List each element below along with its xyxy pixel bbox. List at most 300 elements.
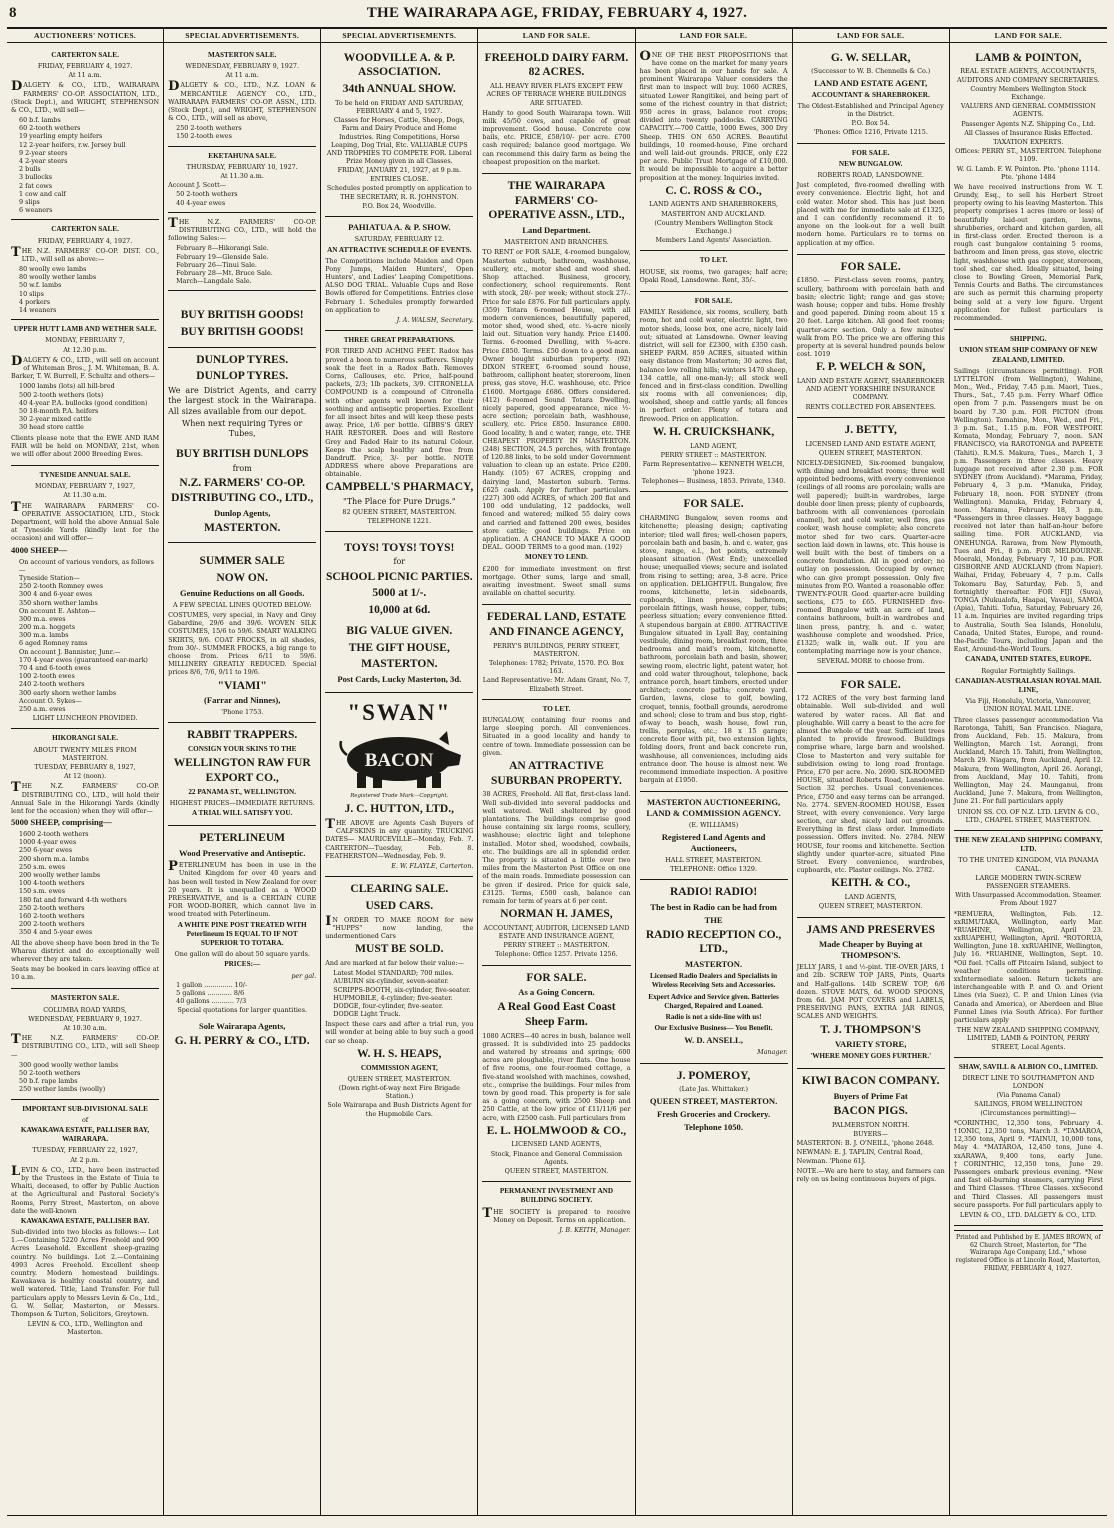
stock-list xyxy=(11,265,159,314)
list-item: 200 shorn m.a. lambs xyxy=(19,854,89,863)
list-item: Latest Model STANDARD; 700 miles. xyxy=(333,969,454,978)
list-item: 60 2-tooth wethers xyxy=(19,124,81,133)
company-role: LICENSED LAND AND ESTATE AGENT, xyxy=(805,439,936,448)
ad-carterton-sale xyxy=(11,46,159,221)
list-item: 80 woolly ewe lambs xyxy=(19,265,87,274)
company-name: CAMPBELL'S PHARMACY, xyxy=(325,481,474,494)
list-item: 6 weaners xyxy=(19,206,53,215)
ad-building-society xyxy=(482,1182,630,1240)
list-item: 9 2-year steers xyxy=(19,148,68,157)
ad-body: The Competitions include Maiden and Open Pony Jumps, Maiden Hunters', Open Hunters', and Ladies' Leaping Competitions. ALSO DOG TRIAL. Valuable Cups and Rose Bowls offered for Competitions. Entries close February 1. Schedules promptly forwarded on application to xyxy=(325,256,474,314)
company-name: T. J. THOMPSON'S xyxy=(820,1023,921,1036)
ad-campbells-pharmacy xyxy=(325,331,473,532)
company-members: Members Land Agents' Association. xyxy=(655,236,772,245)
ad-tagline: Radio is not a side-line with us! xyxy=(665,1012,762,1021)
sheep-count: 5000 SHEEP, comprising— xyxy=(11,817,112,828)
list-item: 250 wether lambs (woolly) xyxy=(19,1085,106,1094)
company-town: MASTERTON. xyxy=(685,959,743,970)
list-item: 1 cow and calf xyxy=(19,189,66,198)
ad-intro: THE N.Z. FARMERS' CO-OP. DISTRIBUTING CO., LTD., will sell Sheep— xyxy=(11,1032,160,1059)
ad-connector: for xyxy=(393,557,406,567)
ad-welch xyxy=(797,255,945,418)
ad-heading: TYNESIDE ANNUAL SALE. xyxy=(39,471,131,480)
ad-intro: THE N.Z. FARMERS' CO-OP. DIST. CO., LTD., will sell as above:— xyxy=(11,244,160,263)
section-heading: SHIPPING. xyxy=(1010,335,1047,344)
ad-heading: PERMANENT INVESTMENT AND BUILDING SOCIETY. xyxy=(499,1187,614,1205)
ad-kawakawa-sale xyxy=(11,1100,159,1343)
ad-heading: THREE GREAT PREPARATIONS. xyxy=(343,336,455,345)
ad-heading: CANADA, UNITED STATES, EUROPE. xyxy=(965,655,1092,664)
company-role: COMMISSION AGENT, xyxy=(360,1063,438,1072)
ad-body: Schedules posted promptly on application to xyxy=(326,183,472,192)
ad-tagline: "The Place for Pure Drugs." xyxy=(343,497,456,507)
ad-heading: TO LET. xyxy=(699,256,728,265)
company-address: PALMERSTON NORTH. xyxy=(831,1120,910,1129)
ad-heading: DUNLOP TYRES. xyxy=(196,370,289,383)
sale-date: THURSDAY, FEBRUARY 10, 1927. xyxy=(186,162,298,171)
list-item: 2 bulls xyxy=(19,165,41,174)
ad-tagline: 'WHERE MONEY GOES FURTHER.' xyxy=(810,1052,932,1061)
company-name: C. C. ROSS & CO., xyxy=(665,184,762,197)
ad-masterton-sale xyxy=(168,46,316,147)
ad-heading: WOODVILLE A. & P. ASSOCIATION. xyxy=(343,51,455,79)
ad-pahiatua-show xyxy=(325,217,473,331)
list-item: 160 2-tooth wethers xyxy=(19,911,85,920)
sale-date: MONDAY, FEBRUARY 7, xyxy=(45,336,125,345)
company-role: VALUERS AND GENERAL COMMISSION AGENTS. xyxy=(960,102,1096,119)
company-name: FEDERAL LAND, ESTATE AND FINANCE AGENCY, xyxy=(486,611,627,638)
list-item: DODGE, four-cylinder, five-seater. xyxy=(333,1001,444,1010)
ad-body: One gallon will do about 50 square yards. xyxy=(174,950,310,959)
ad-pomeroy xyxy=(640,1064,788,1140)
ad-nz-shipping-company xyxy=(954,831,1103,1058)
ad-body: Special quotations for larger quantities. xyxy=(177,1006,308,1015)
ad-claim: A WHITE PINE POST TREATED WITH Peterlineum IS EQUAL TO IF NOT SUPERIOR TO TOTARA. xyxy=(177,920,307,947)
ad-heading: RABBIT TRAPPERS. xyxy=(187,729,298,742)
company-note: (Successor to W. B. Chennells & Co.) xyxy=(811,67,931,76)
list-item: 40 4-year ewes xyxy=(176,198,226,207)
column-header: SPECIAL ADVERTISEMENTS. xyxy=(321,29,477,43)
company-role: ACCOUNTANT & SHAREBROKER. xyxy=(811,90,930,99)
ad-signature: UNION SS. CO. OF N.Z. LTD. LEVIN & CO., LTD., CHAPEL STREET, MASTERTON. xyxy=(957,807,1100,824)
company-address: QUEEN STREET, MASTERTON. xyxy=(649,1095,778,1106)
company-phone: Telephones— Business, 1853. Private, 1340. xyxy=(641,477,786,486)
ad-subheading: of xyxy=(81,1115,89,1124)
list-item: Account O. Sykes— xyxy=(19,696,82,705)
company-name: RADIO RECEPTION CO., LTD., xyxy=(645,928,782,956)
stock-list xyxy=(11,558,159,714)
stock-list xyxy=(11,382,159,431)
company-phone: W. G. Lamb. F. W. Pointon. Pte. 'phone 1114. Pte. 'phone 1484 xyxy=(956,164,1100,181)
stock-list xyxy=(168,124,316,140)
list-item: 250 2-tooth wethers xyxy=(19,903,85,912)
company-name: F. P. WELCH & SON, xyxy=(816,361,926,374)
ad-note: All the above sheep have been bred in the Te Wharau district and do exceptionally well wherever they are taken. xyxy=(11,938,160,963)
ad-cruickshank xyxy=(640,292,788,493)
company-name: W. H. S. HEAPS, xyxy=(357,1047,442,1060)
ad-intro: DALGETY & CO., LTD., N.Z. LOAN & MERCANTILE AGENCY CO., LTD., WAIRARAPA FARMERS' CO-OP. ASSN., LTD. (Stock Dept.), and WRIGHT, STEPHENSON & CO., LTD., will sell as above, xyxy=(168,79,317,123)
ad-body: BUNGALOW, containing four rooms and large sleeping porch. All conveniences. Situated in a good locality and handy to centre of town. Immediate possession can be given. xyxy=(482,716,631,757)
company-role: Registered Land Agents and Auctioneers, xyxy=(661,831,766,853)
ad-heading: BUY BRITISH GOODS! xyxy=(180,309,304,322)
ad-signature: LEVIN & CO., LTD. DALGETY & CO., LTD. xyxy=(959,1210,1097,1219)
list-item: 250 s.m. ewes xyxy=(19,862,65,871)
ad-heading: UPPER HUTT LAMB AND WETHER SALE. xyxy=(13,325,157,334)
ad-heading: FOR SALE. xyxy=(840,260,901,273)
ad-keith xyxy=(797,673,945,918)
company-rep: Land Representative: Mr. Adam Grant, No. 7, Elizabeth Street. xyxy=(482,676,631,693)
company-note: Country Members Wellington Stock Exchange. xyxy=(970,84,1087,101)
company-phone: Telephones: 1782; Private, 1570. P.O. Box 163. xyxy=(488,659,624,676)
list-item: 200 m.a. hoggets xyxy=(19,623,75,632)
ad-bungalows xyxy=(640,492,788,792)
price-heading: PRICES:— xyxy=(224,960,261,969)
list-item: February 19—Glenside Sale. xyxy=(176,252,269,261)
company-address: PERRY STREET :: MASTERTON. xyxy=(503,941,610,950)
sale-date: TUESDAY, FEBRUARY 22, 1927, xyxy=(32,1146,138,1155)
list-item: Tyneside Station— xyxy=(19,573,80,582)
buyer: NEWMAN: E. J. TAPLIN, Central Road, Newman. 'Phone 61J. xyxy=(796,1148,923,1165)
company-address: MASTERTON AND AUCKLAND. xyxy=(661,209,766,218)
ad-body: PETERLINEUM has been in use in the United Kingdom for over 40 years and has been well tested in New Zealand for over 20 years. It is unequalled as a WOOD PRESERVATIVE, and is a CERTAIN CURE FOR WOOD-BORER, which cannot live in wood treated with Peterlineum. xyxy=(168,859,317,919)
list-item: 4 porkers xyxy=(19,297,51,306)
ad-union-steam-ship xyxy=(954,330,1103,831)
list-item: 40 4-year P.A. bullocks (good condition) xyxy=(19,398,148,407)
list-item: 100 4-tooth wethers xyxy=(19,879,85,888)
sale-date: MONDAY, FEBRUARY 7, 1927, xyxy=(35,482,136,491)
ad-heading: FOR SALE. xyxy=(840,678,901,691)
list-item: 500 2-tooth wethers (lots) xyxy=(19,390,104,399)
list-item: 200 2-tooth wethers xyxy=(19,920,85,929)
ad-intro: THE N.Z. FARMERS' CO-OP. DISTRIBUTING CO., LTD., will hold their Annual Sale in the Hikorangi Yards (kindly lent for the occasion) when they will offer— xyxy=(11,780,160,815)
ad-body: When next requiring Tyres or Tubes, xyxy=(182,418,303,439)
sheep-count: 4000 SHEEP— xyxy=(11,544,68,555)
company-address: QUEEN STREET, MASTERTON. xyxy=(347,1074,452,1083)
list-item: 350 shorn wether lambs xyxy=(19,598,98,607)
ad-subheading: LARGE MODERN TWIN-SCREW PASSENGER STEAMERS. xyxy=(975,873,1082,890)
ad-body: THE SOCIETY is prepared to receive Money on Deposit. Terms on application. xyxy=(482,1205,631,1224)
sale-time: At 12.30 p.m. xyxy=(63,345,107,354)
ad-masterton-sale xyxy=(11,989,159,1099)
company-name: J. BETTY, xyxy=(844,423,897,436)
sailing-list: Sailings (circumstances permitting). FOR LYTTELTON (from Wellington), Wahine, Mon., Wed., Friday, 7.45 p.m. Maori, Tues., Thurs., Sat., 7.45 p.m. Ferry Wharf Office open from 7 p.m. Passengers must be on board by 7.30 p.m. FOR PICTON (from Wellington). Tamahine, Mon., Wed., and Fri., 3 p.m. Sat., 1.15 p.m. FOR WESTPORT. Komata, Monday, February 7, noon. SAN FRANCISCO, via RAROTONGA and PAPEETE (Tahiti). R.M.S. Makura, Tues., March 1, 3 p.m. Passengers in three classes. Heavy luggage not received after 2.30 p.m. FOR SYDNEY (from Auckland). *Marama, Friday, February 4, 3 p.m. *Manuka, Friday, February 18, noon. FOR SYDNEY (from Wellington). Manuka, Friday, February 4, noon. Marama, February 18, 3 p.m. *Passengers in three classes. Heavy baggage received not later than half-an-hour before sailing time. FOR AUCKLAND, via ONEHUNGA. Rarawa, from New Plymouth, Tues and Fri., 8 p.m. FOR MELBOURNE. Moeraki, Monday, February 7, 10 p.m. FOR GISBORNE AND AUCKLAND (from Napier). Waihai, Friday, February 4, 7 p.m. Calls Tokomaru Bay, Saturday, Feb. 5, and fortnightly thereafter. FOR FIJI (Suva), TONGA (Nukualofa, Haapai, Vavau), SAMOA (Apia), Tahiti. Tofua, Saturday, February 26, 11 a.m. Inquiries are invited regarding trips to Australia, South Sea Islands, Honolulu, Canada, United States, Europe, and round-the-Pacific Tours, including Japan and the East, Around-the-World Tours. xyxy=(953,366,1103,654)
page-number: 8 xyxy=(9,5,17,21)
ad-heading: IMPORTANT SUB-DIVISIONAL SALE xyxy=(22,1104,148,1113)
ad-intro: THE WAIRARAPA FARMERS' CO-OPERATIVE ASSOCIATION, LTD., Stock Department, will hold the above Annual Sale at Tyneside Yards (kindly lent for the occasion) and will offer— xyxy=(11,499,160,543)
company-location: (Down right-of-way next Fire Brigade Station.) xyxy=(338,1083,460,1101)
company-note: The Oldest-Established and Principal Agency in the District. xyxy=(797,101,944,119)
ad-subheading: ALL HEAVY RIVER FLATS EXCEPT FEW ACRES OF TERRACE WHERE BUILDINGS ARE SITUATED. xyxy=(486,82,627,107)
newspaper-title: THE WAIRARAPA AGE, FRIDAY, FEBRUARY 4, 1927. xyxy=(366,5,748,21)
sale-time: At 12 (noon). xyxy=(63,772,107,781)
ad-body: We are District Agents, and carry the largest stock in the Wairarapa. All sizes available from our depot. xyxy=(168,386,317,416)
ad-intro: DALGETY & CO., LTD., will sell on account of Whiteman Bros., J. M. Whiteman, B. A. Barker, T. W. Burrell, F. Schultz and others— xyxy=(11,353,160,381)
route: DIRECT LINE TO SOUTHAMPTON AND LONDON xyxy=(962,1073,1095,1091)
sale-date: WEDNESDAY, FEBRUARY 9, 1927. xyxy=(185,61,299,70)
ad-body: 1080 ACRES—40 acres in bush, balance well grassed. It is subdivided into 25 paddocks and watered by streams and springs; 600 acres are ploughable, river flats. One house of five rooms, one four-roomed cottage, a five-stand woolshed with machines, cowshed, etc., comprise the buildings. Four miles from town by good road. This property is for sale as a going concern, with 2500 Sheep and 250 Cattle, at the low price of £11/11/6 per acre, with £2500 cash. Full particulars from xyxy=(482,1031,631,1122)
company-address: 22 PANAMA ST., WELLINGTON. xyxy=(188,787,297,796)
column-7 xyxy=(950,29,1107,1515)
ad-lines: A FEW SPECIAL LINES QUOTED BELOW: xyxy=(172,600,312,609)
ad-heading: BACON PIGS. xyxy=(833,1105,908,1118)
ad-subheading: AN ATTRACTIVE SCHEDULE OF EVENTS. xyxy=(327,245,472,254)
list-item: 6 aged Romney rams xyxy=(19,639,88,648)
ad-subheading: NEW BUNGALOW. xyxy=(838,159,903,168)
list-item: 19 yearling empty heifers xyxy=(19,132,103,141)
sailing-list: *CORINTHIC, 12,350 tons, February 4. †IONIC, 12,350 tons, March 3. *TAMAROA, 12,350 tons, April 9. *TAINUI, 10,000 tons, May 4. *MATAROA, 12,450 tons, June 4. xxARAWA, 9,400 tons, early June. †CORINTHIC, 12,350 tons, June 29. Passengers embark previous evening. *New and fast oil-burning steamers, carrying First and Third Classes. †Three Classes. xxSecond and Third Classes. All passengers must secure passports. For full particulars apply to xyxy=(953,1118,1103,1209)
ad-sheep-farm xyxy=(482,966,630,1183)
ad-norman-james xyxy=(482,700,630,966)
company-address: QUEEN STREET, MASTERTON. xyxy=(504,1167,609,1176)
company-owner: (E. WILLIAMS) xyxy=(688,821,739,830)
ad-heading: MASTERTON SALE. xyxy=(50,994,120,1003)
list-item: 5 gallons ............ 8/6 xyxy=(176,988,245,997)
list-item: 1 gallon .............. 10/- xyxy=(176,980,248,989)
ad-heading: TOYS! TOYS! TOYS! xyxy=(344,541,455,554)
list-item: 9 slips xyxy=(19,197,40,206)
company-note: RENTS COLLECTED FOR ABSENTEES. xyxy=(805,402,936,411)
ad-masterton-auctioneering xyxy=(640,792,788,880)
company-name: J. C. HUTTON, LTD., xyxy=(344,803,454,816)
sale-time: At 11 a.m. xyxy=(68,71,102,80)
company-role: Sole Wairarapa Agents, xyxy=(198,1020,286,1031)
ad-body: And are marked at far below their value:— xyxy=(325,958,464,967)
pig-silhouette-icon xyxy=(335,729,463,791)
ad-subheading: ABOUT TWENTY MILES FROM MASTERTON. xyxy=(33,745,137,762)
list-item: DODGE Light Truck. xyxy=(333,1010,401,1019)
company-name: THE NEW ZEALAND SHIPPING COMPANY, LTD. xyxy=(954,835,1103,854)
list-item: 60 b.f. lambs xyxy=(19,116,61,125)
list-item: 180 fat and forward 4-th wethers xyxy=(19,895,127,904)
company-town: MASTERTON. xyxy=(203,521,281,534)
company-name: LAMB & POINTON, xyxy=(975,51,1082,64)
company-phone: Telephone: Office 1257. Private 1256. xyxy=(495,950,618,959)
ad-body: Handy to good South Wairarapa town. Will milk 45/50 cows, and capable of great improvement. Good house. Concrete cow bails, etc. PRICE, £58/10/- per acre. £700 cash required; balance good mortgage. We can recommend this dairy farm as being the cheapest proposition on the market. xyxy=(482,108,631,166)
list-item: 250 6-year ewes xyxy=(19,846,73,855)
car-list xyxy=(325,969,473,1018)
ad-subheading: Regular Fortnightly Sailings. xyxy=(981,666,1076,675)
list-item: February 28—Mt. Bruce Sale. xyxy=(176,268,273,277)
list-item: 50 b.f. rape lambs xyxy=(19,1077,78,1086)
ad-body: The best in Radio can be had from xyxy=(650,901,777,912)
sale-date: FRIDAY, FEBRUARY 4, 1927. xyxy=(37,61,133,70)
ad-eketahuna-sale xyxy=(168,147,316,213)
ad-nz-farmers-sales xyxy=(168,213,316,292)
company-name: MASTERTON AUCTIONEERING, LAND & COMMISSION AGENCY. xyxy=(646,797,781,819)
ad-heading: TO LET. xyxy=(542,704,571,713)
ad-body: FAMILY Residence, six rooms, scullery, bath room, hot and cold water, electric light, two motor sheds, loose box, one acre, nicely laid out; situated at Lansdowne. Owner leaving district, will sell for £2300, with £350 cash. SHEEP FARM. 859 ACRES, situated within easy distance from Masterton; 30 acres flat, balance low rolling hills; winters 1470 sheep, 134 cattle, all one-man-ly; all stock well fenced and in first-class condition. Dwelling six rooms with all conveniences; dip, woolshed, sheep and cattle yards; all fences in perfect order. Plenty of totara and firewood. Price on application. xyxy=(639,308,788,423)
ad-connector: THE xyxy=(704,914,723,925)
ad-sellar xyxy=(797,46,945,144)
ad-body: Classes for Horses, Cattle, Sheep, Dogs, Farm and Dairy Produce and Home Industries. Ring Competitions, Horse Leaping, Dog Trial, Etc. VALUABLE CUPS AND TROPHIES TO COMPETE FOR. Liberal Prize Money given in all Classes. xyxy=(326,116,472,166)
ad-signature: THE SECRETARY, R. R. JOHNSTON. xyxy=(340,192,459,201)
sale-date: WEDNESDAY, FEBRUARY 9, 1927. xyxy=(28,1014,142,1023)
sailing-list: Three classes passenger accommodation Via Rarotonga, Tahiti, San Francisco. Niagara, from Auckland, Feb. 15. Makura, from Wellington, March 1st. Aorangi, from Auckland, March 15. Tahiti, from Wellington, March 29. Niagara, from Auckland, April 12. Makura, from Wellington, April 26. Aorangi, from Auckland, May 10. Tahiti, from Wellington, May 24. Maunganui, from Auckland, June 7. Makura, from Wellington, June 21. For full particulars apply xyxy=(953,715,1103,806)
ad-body: £1850. — First-class seven rooms, pantry, scullery, bathroom with porcelain bath and basin; electric light; range and gas stove; wash house; copper and tubs. Home freshly and good papered. Dining room about 15 x 20 feet. Large kitchen. All good feet rooms; quarter-acre section. Only a few minutes' walk from P.O. The price we are offering this property at is several hundred pounds below cost. 1019 xyxy=(796,276,945,359)
list-item: 300 m.a. ewes xyxy=(19,614,66,623)
ad-note: Seats may be booked in cars leaving office at 10 a.m. xyxy=(11,965,160,982)
ad-heading: SUMMER SALE xyxy=(199,555,285,568)
ad-address: P.O. Box 24, Woodville. xyxy=(362,202,437,211)
company-address: MASTERTON AND BRANCHES. xyxy=(504,238,609,247)
show-date: SATURDAY, FEBRUARY 12. xyxy=(354,235,445,244)
company-role: LICENSED LAND AGENTS, xyxy=(511,1140,602,1149)
column-1 xyxy=(7,29,164,1515)
ad-hikorangi-sale xyxy=(11,729,159,989)
company-name: CANADIAN-AUSTRALASIAN ROYAL MAIL LINE, xyxy=(955,676,1102,694)
ad-heading: BUY BRITISH DUNLOPS xyxy=(175,448,309,461)
ad-body: Licensed Radio Dealers and Specialists in Wireless Receiving Sets and Accessories. xyxy=(649,972,778,990)
column-3 xyxy=(321,29,478,1515)
column-header: AUCTIONEERS' NOTICES. xyxy=(7,29,163,43)
sale-date: TUESDAY, FEBRUARY 8, 1927, xyxy=(34,762,136,771)
list-item: 12 2-year heifers, r.w. Jersey bull xyxy=(19,140,126,149)
ad-tagline: Fresh Groceries and Crockery. xyxy=(656,1108,771,1119)
ad-body: THE ABOVE are Agents Cash Buyers of CALFSKINS in any quantity. TRUCKING DATES— MAURICEVILLE—Monday, Feb. 7. CARTERTON—Tuesday, Feb. 8. FEATHERSTON—Wednesday, Feb. 9. xyxy=(325,817,474,860)
ad-wairarapa-farmers xyxy=(482,174,630,605)
ad-new-bungalow xyxy=(797,144,945,255)
company-rep: Farm Representative— KENNETH WELCH, 'phone 1923. xyxy=(642,459,785,477)
sale-time: At 11.30 a.m. xyxy=(220,172,264,181)
company-note: (Country Members Wellington Stock Exchange.) xyxy=(654,218,773,235)
ad-heading: CARTERTON SALE. xyxy=(51,225,119,234)
company-name: UNION STEAM SHIP COMPANY OF NEW ZEALAND, LIMITED. xyxy=(959,346,1098,364)
sale-yards: COLUMBA ROAD YARDS, xyxy=(43,1005,127,1014)
company-name: W. H. CRUICKSHANK, xyxy=(652,425,775,438)
route-via: (Via Panama Canal) xyxy=(996,1091,1061,1100)
company-phone: Telephone 1050. xyxy=(684,1121,744,1132)
entries-close: FRIDAY, JANUARY 21, 1927, at 9 p.m. ENTRIES CLOSE. xyxy=(337,166,461,183)
ad-gift-house xyxy=(325,532,473,693)
list-item: AUBURN six-cylinder, seven-seater. xyxy=(333,977,449,986)
ad-subheading: SCHOOL PICNIC PARTIES. xyxy=(325,570,473,583)
list-item: 50 2-tooth wethers xyxy=(176,190,238,199)
offer-price: 10,000 at 6d. xyxy=(368,604,431,617)
column-header: LAND FOR SALE. xyxy=(478,29,634,43)
ad-heading: A Real Good East Coast Sheep Farm. xyxy=(497,1001,616,1028)
list-item: 300 early shorn wether lambs xyxy=(19,688,117,697)
ad-body: COSTUMES, very special, in Navy and Grey Gabardine, 29/6 and 39/6. WOVEN SILK COSTUMES, 15/6 to 59/6. SMART WALKING SKIRTS, 9/6. COAT FROCKS, in all shades, from 30/-. SUMMER FROCKS, a big range to choose from. Prices 6/11 to 59/6. MILLINERY GREATLY REDUCED. Special prices 8/6, 7/6, 9/11 to 19/6. xyxy=(168,611,317,677)
list-item: 4 2-year steers xyxy=(19,157,68,165)
sale-time: At 10.30 a.m. xyxy=(63,1024,107,1033)
shop-name: "VIAMI" xyxy=(217,679,267,692)
list-item: February 8—Hikorangi Sale. xyxy=(176,244,269,253)
list-item: 350 4 and 5-year ewes xyxy=(19,928,93,937)
sale-time: At 11 a.m. xyxy=(225,71,259,80)
list-item: 240 2-tooth wethers xyxy=(19,680,85,689)
list-item: 40 gallons ........... 7/3 xyxy=(176,997,247,1006)
ad-heading: DUNLOP TYRES. xyxy=(196,353,289,366)
company-address: 82 QUEEN STREET, MASTERTON. TELEPHONE 1221. xyxy=(342,508,457,525)
ad-heading: FOR SALE. xyxy=(526,971,587,984)
company-address: HALL STREET, MASTERTON. xyxy=(665,855,762,864)
list-item: 250 a.m. ewes xyxy=(19,704,66,713)
company-role: VARIETY STORE, xyxy=(834,1039,907,1050)
column-header: LAND FOR SALE. xyxy=(793,29,949,43)
offer-price: 5000 at 1/-. xyxy=(372,587,427,600)
sale-time: At 11.30 a.m. xyxy=(63,491,107,500)
company-address: PERRY'S BUILDINGS, PERRY STREET, MASTERTON. xyxy=(492,641,620,658)
list-item: 3 bullocks xyxy=(19,173,52,182)
ad-heading: JAMS AND PRESERVES xyxy=(806,923,936,936)
company-role: Stock, Finance and General Commission Agents. xyxy=(490,1149,623,1166)
list-item: 1000 4-year ewes xyxy=(19,838,77,847)
ad-tagline: A TRIAL WILL SATISFY YOU. xyxy=(192,809,293,818)
list-item: 30 2-year mixed cattle xyxy=(19,415,92,424)
route: TO THE UNITED KINGDOM, VIA PANAMA CANAL. xyxy=(958,856,1099,873)
estate-name: KAWAKAWA ESTATE, PALLISER BAY, WAIRARAPA. xyxy=(20,1125,150,1144)
ad-subheading: NOW ON. xyxy=(216,572,268,585)
publisher-imprint: Printed and Published by E. JAMES BROWN, of 62 Church Street, Masterton, for "The Wairarapa Age Company, Ltd.," whose registered Office is at Lincoln Road, Masterton, FRIDAY, FEBRUARY 4, 1927. xyxy=(954,1230,1103,1272)
ad-woodville-show xyxy=(325,46,473,218)
list-item: 10 slips xyxy=(19,289,44,298)
list-item: 1000 lambs (lots) all hill-bred xyxy=(19,382,115,391)
ad-tagline: BIG VALUE GIVEN. xyxy=(346,624,453,637)
shop-phone: 'Phone 1753. xyxy=(221,708,264,717)
price-list xyxy=(168,981,316,1006)
ad-subheading: 34th ANNUAL SHOW. xyxy=(342,83,456,96)
ad-subheading: As a Going Concern. xyxy=(518,987,595,998)
masthead xyxy=(7,5,1107,29)
ad-body: We have received instructions from W. T. Grundy, Esq., to sell his Herbert Street property owing to his leaving Masterton. This property comprises 1 acres (more or less) of beautifully laid-out garden, lawns, shrubberies, orchard and kitchen garden, all in first-class order. Erected thereon is a rough cast bungalow containing 5 rooms, bathroom and linen press, gas stove, electric light, washhouse with gas copper, storeroom, tool shed, car shed. Ideally situated, being close to Bowling Green, Memorial Park, Tennis Courts and Baths. The circumstances are such as permit this charming property being sold at a very low figure. Urgent application for fullest particulars is recommended. xyxy=(953,182,1103,322)
list-item: 250 2-tooth wethers xyxy=(176,124,242,133)
ad-heading: RADIO! RADIO! xyxy=(669,885,758,898)
shop-owners: (Farrar and Ninnes), xyxy=(203,695,281,706)
show-dates: To be held on FRIDAY AND SATURDAY, FEBRUARY 4 and 5, 1927. xyxy=(335,98,464,116)
company-note: (Late Jas. Whittaker.) xyxy=(679,1085,748,1094)
company-role: TAXATION EXPERTS. xyxy=(993,137,1064,146)
ad-summer-sale xyxy=(168,543,316,723)
ad-tyneside-sale xyxy=(11,466,159,729)
ad-body: Sub-divided into two blocks as follows:— Lot 1.—Containing 5220 Acres Freehold and 900 Acres Leasehold. Excellent sheep-grazing country. No buildings. Lot 2.—Containing 4993 Acres Freehold. Excellent sheep country. Modern homestead buildings. Kawakawa is healthy coastal country, and well watered. Title, Land Transfer. For full particulars apply to Messrs Levin & Co., Ltd., G. W. Sellar, Masterton, or Messrs. Thompson & Turton, Solicitors, Greytown. xyxy=(11,1228,160,1318)
buyer: MASTERTON: B. J. O'NEILL, 'phone 2648. xyxy=(796,1139,935,1148)
ad-intro: DALGETY & CO., LTD., WAIRARAPA FARMERS' CO-OP. ASSOCIATION, LTD., (Stock Dept.), and WRIGHT, STEPHENSON & CO., LTD., will sell— xyxy=(11,79,160,114)
logo-word: BACON xyxy=(365,750,434,772)
list-item: March—Langdale Sale. xyxy=(176,277,252,286)
ad-signature: E. W. FLAYLE, Carterton. xyxy=(391,862,474,871)
list-item: 170 4-year ewes (guaranteed ear-mark) xyxy=(19,655,148,664)
list-item: 250 2-tooth Romney ewes xyxy=(19,582,104,591)
list-item: On account J. Bannister, Junr.— xyxy=(19,647,121,656)
sale-list xyxy=(168,244,316,285)
brand-name: "SWAN" xyxy=(347,700,452,726)
company-role: REAL ESTATE AGENTS, ACCOUNTANTS, AUDITORS AND COMPANY SECRETARIES. xyxy=(956,67,1100,84)
company-name: G. H. PERRY & CO., LTD. xyxy=(174,1034,310,1047)
company-box: P.O. Box 54. xyxy=(851,119,890,128)
ad-body: IN ORDER TO MAKE ROOM for new "HUPPS" now landing, the undermentioned Cars xyxy=(325,913,474,941)
company-address: QUEEN STREET, MASTERTON. xyxy=(818,902,923,911)
ad-body: ONE OF THE BEST PROPOSITIONS that have come on the market for many years has been placed in our hands for sale. A prominent Wairarapa Valuer considers the first man to inspect will buy. 1060 ACRES, situated Lower Rangitikei, and being part of some of the richest country in that district; 950 acres in grass, balance root crops; divided into twenty paddocks. CARRYING CAPACITY.—700 Cattle, 1000 Ewes, 300 Dry Sheep. THIS ON 650 ACRES. Beautiful buildings, 10 roomed-house, Fine orchard and well laid-out grounds. PRICE, only £22 per acre. Public Trust Mortgage of £10,000. It would be impossible to acquire a better proposition at the money. Inquiries invited. xyxy=(639,48,788,182)
price-unit: per gal. xyxy=(291,971,317,980)
ad-body: Post Cards, Lucky Masterton, 3d. xyxy=(337,674,462,685)
ad-heading: HIKORANGI SALE. xyxy=(52,734,119,743)
ad-body: HIGHEST PRICES—IMMEDIATE RETURNS. xyxy=(169,799,315,808)
company-note: Passenger Agents N.Z. Shipping Co., Ltd. xyxy=(961,119,1096,128)
estate-name: KAWAKAWA ESTATE, PALLISER BAY. xyxy=(20,1216,150,1225)
stock-list xyxy=(11,1061,159,1094)
list-item: 2 fat cows xyxy=(19,181,53,190)
route: Via Fiji, Honolulu, Victoria, Vancouver, UNION ROYAL MAIL LINE. xyxy=(965,697,1092,714)
company-name: SHAW, SAVILL & ALBION CO., LIMITED. xyxy=(958,1062,1098,1071)
ad-body: HOUSE, six rooms, two garages; half acre; Opaki Road, Lansdowne. Rent, 35/-. xyxy=(639,267,788,284)
list-item: 50 2-tooth wethers xyxy=(19,1068,81,1077)
ad-federal-land xyxy=(482,605,630,700)
ad-body: FOR TIRED AND ACHING FEET. Radox has proved a boon to numerous sufferers. Simply soak the feet in a Radox Bath. Removes Corns, Callouses, etc. Price, half-pound packets, 2/3; 1lb packets, 3/9. CITRONELLA COMPOUND is a compound of Citronella with other agents well known for their soothing and antiseptic properties. Excellent for all insect bites and will keep these pests away. Price, 1/6 per bottle. GIBBS'S GREY HAIR RESTORER. Does and will Restore Grey and Faded Hair to its natural Colour. Keeps the scalp healthy and free from Dandruff. Price, 3/- per bottle. NOTE ADDRESS where above Preparations are obtainable. xyxy=(325,347,474,479)
list-item: 100 2-tooth ewes xyxy=(19,672,75,681)
company-name: THE WAIRARAPA FARMERS' CO-OPERATIVE ASSN., LTD., xyxy=(488,180,625,222)
ad-heading: PAHIATUA A. & P. SHOW. xyxy=(348,222,451,233)
company-department: Land Department. xyxy=(522,225,591,236)
